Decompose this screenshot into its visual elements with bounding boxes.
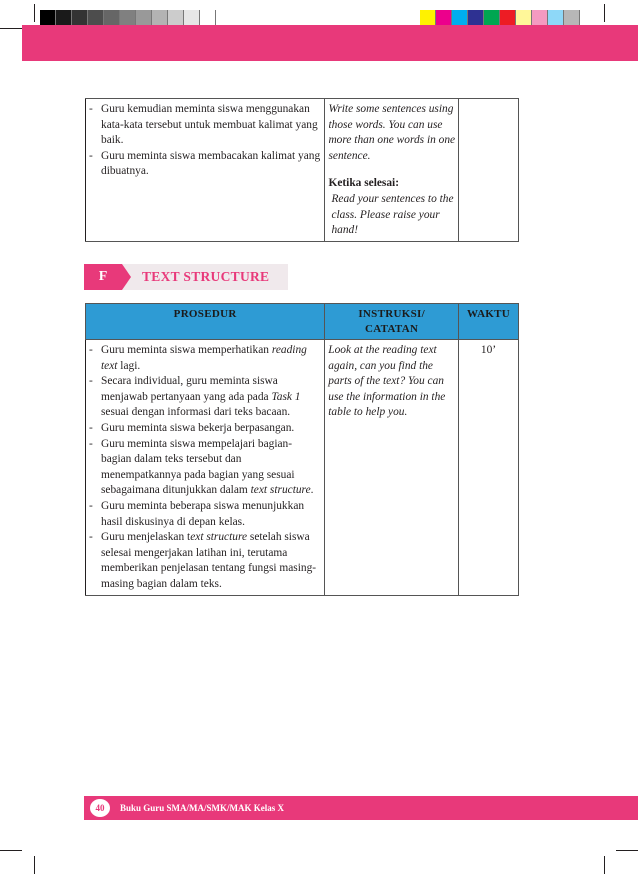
color-swatch xyxy=(532,10,548,26)
color-swatch xyxy=(184,10,200,26)
crop-mark xyxy=(616,850,638,851)
list-item: - Secara individual, guru meminta siswa menjawab pertanyaan yang ada pada Task 1 sesuai dengan informasi dari teks bacaan. xyxy=(89,374,321,421)
chevron-right-icon xyxy=(122,264,131,290)
color-swatch-bar xyxy=(420,10,580,26)
crop-mark xyxy=(34,856,35,874)
time-cell xyxy=(459,99,519,242)
crop-mark xyxy=(0,850,22,851)
grayscale-swatch-bar xyxy=(40,10,216,26)
page-number: 40 xyxy=(90,799,110,817)
color-swatch xyxy=(168,10,184,26)
section-letter: F xyxy=(84,264,122,290)
time-cell: 10’ xyxy=(459,340,519,596)
instruction-cell xyxy=(325,99,459,242)
header-instructions: INSTRUKSI/ CATATAN xyxy=(325,304,459,340)
list-item: - Guru meminta beberapa siswa menunjukkan hasil diskusinya di depan kelas. xyxy=(89,499,321,530)
color-swatch xyxy=(200,10,216,26)
color-swatch xyxy=(564,10,580,26)
list-item: - Guru kemudian meminta siswa menggunakan kata-kata tersebut untuk membuat kalimat yang baik. xyxy=(89,102,321,149)
procedure-table xyxy=(85,303,519,596)
book-title: Buku Guru SMA/MA/SMK/MAK Kelas X xyxy=(120,803,285,813)
instruction-text: Write some sentences using those words. You can use more than one words in one sentence. xyxy=(328,103,456,162)
procedure-cell xyxy=(86,340,325,596)
crop-mark xyxy=(604,4,605,22)
list-item: - Guru meminta siswa memperhatikan reading text lagi. xyxy=(89,343,321,374)
header-band xyxy=(22,25,638,61)
crop-mark xyxy=(604,856,605,874)
color-swatch xyxy=(452,10,468,26)
section-title: TEXT STRUCTURE xyxy=(142,269,270,284)
continued-table xyxy=(85,98,519,242)
instruction-cell: Look at the reading text again, can you find the parts of the text? You can use the information in the table to help you. xyxy=(325,340,459,596)
list-item: - Guru meminta siswa membacakan kalimat yang dibuatnya. xyxy=(89,149,321,180)
color-swatch xyxy=(136,10,152,26)
instruction-text: Read your sentences to the class. Please raise your hand! xyxy=(331,192,454,237)
color-swatch xyxy=(500,10,516,26)
section-header xyxy=(84,264,288,290)
list-item: - Guru meminta siswa mempelajari bagian-bagian dalam teks tersebut dan menempatkannya pada bagian yang sesuai sebagaimana ditunjukkan dalam text structure. xyxy=(89,437,321,499)
instruction-label: Ketika selesai: xyxy=(328,177,399,190)
color-swatch xyxy=(40,10,56,26)
crop-mark xyxy=(34,4,35,22)
header-procedure: PROSEDUR xyxy=(86,304,325,340)
color-swatch xyxy=(516,10,532,26)
color-swatch xyxy=(104,10,120,26)
color-swatch xyxy=(484,10,500,26)
table-row xyxy=(86,340,519,596)
footer-band xyxy=(84,796,638,820)
color-swatch xyxy=(548,10,564,26)
color-swatch xyxy=(468,10,484,26)
table-row xyxy=(86,99,519,242)
header-time: WAKTU xyxy=(459,304,519,340)
color-swatch xyxy=(56,10,72,26)
table-header-row xyxy=(86,304,519,340)
color-swatch xyxy=(72,10,88,26)
color-swatch xyxy=(420,10,436,26)
list-item: - Guru meminta siswa bekerja berpasangan. xyxy=(89,421,321,437)
list-item: - Guru menjelaskan text structure setelah siswa selesai mengerjakan latihan ini, terutama memberikan penjelasan tentang fungsi masing-masing bagian dalam teks. xyxy=(89,530,321,592)
procedure-cell xyxy=(86,99,325,242)
color-swatch xyxy=(152,10,168,26)
crop-mark xyxy=(0,28,22,29)
color-swatch xyxy=(88,10,104,26)
color-swatch xyxy=(120,10,136,26)
color-swatch xyxy=(436,10,452,26)
